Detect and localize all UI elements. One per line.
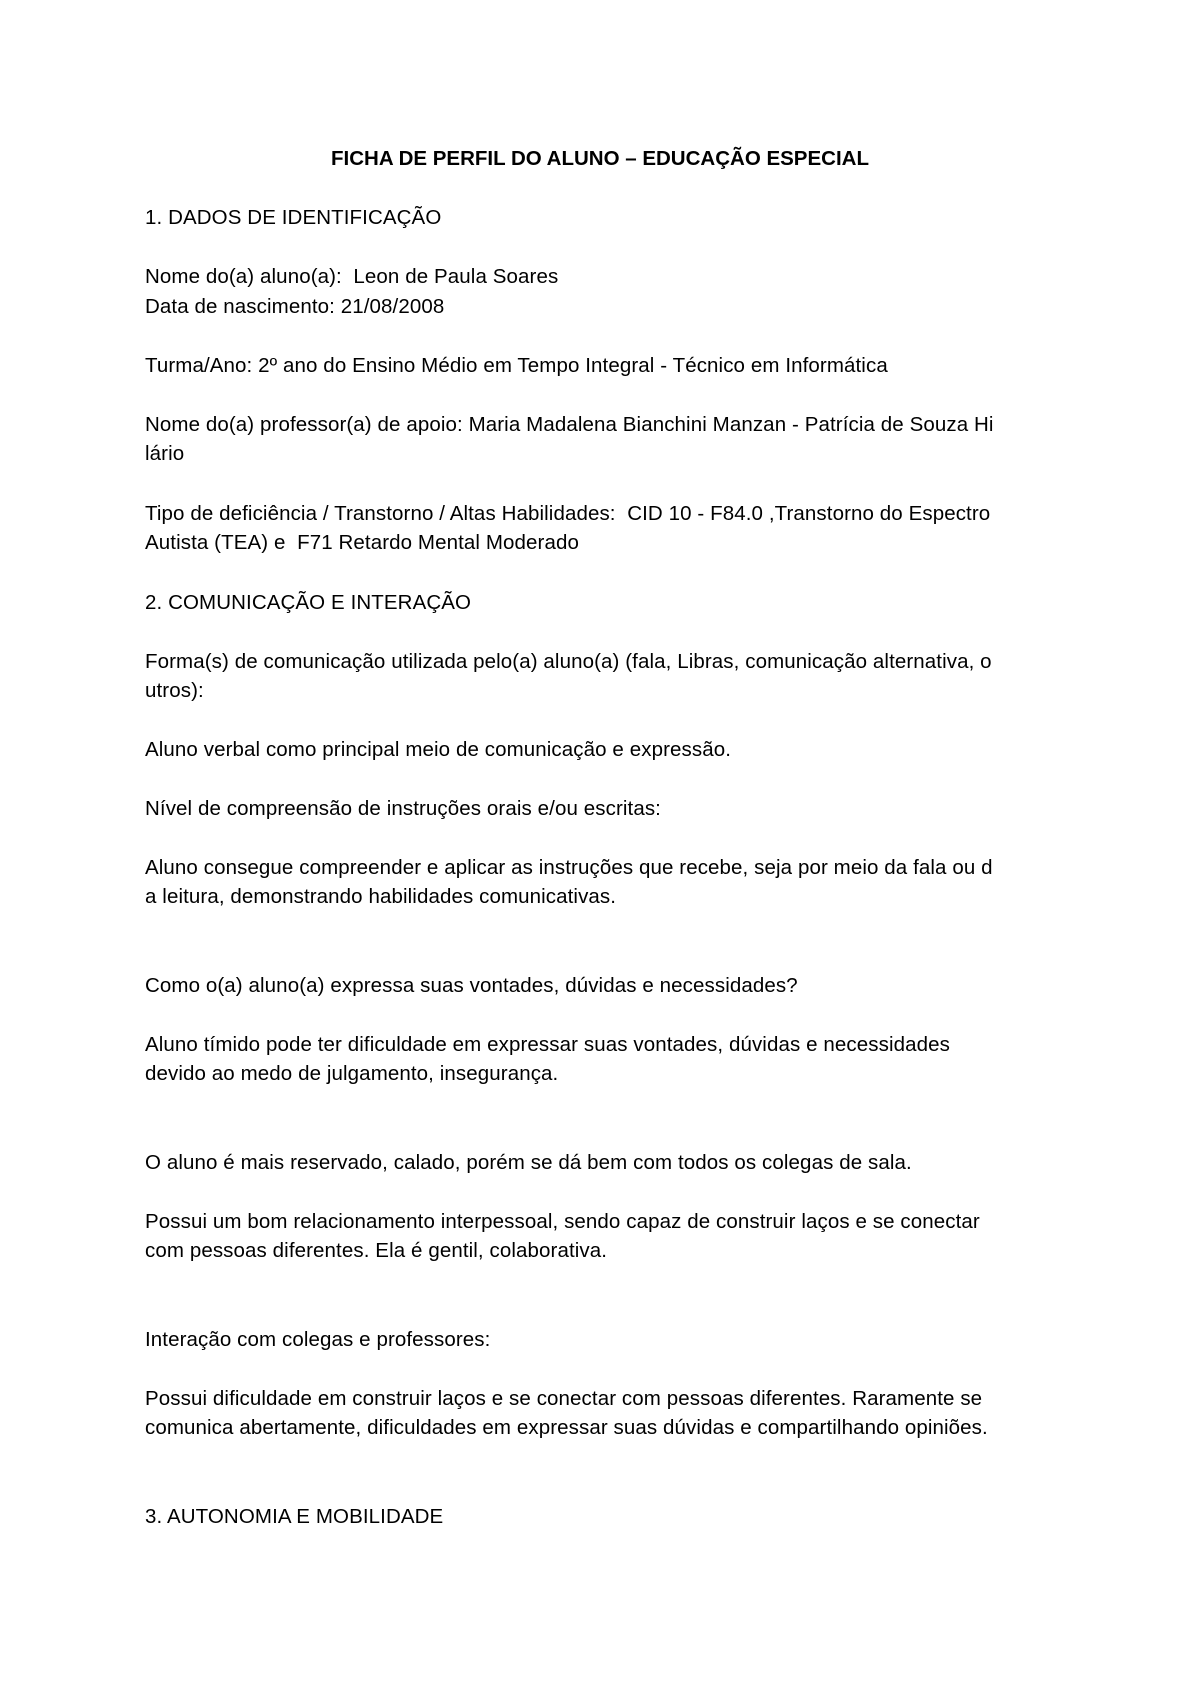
document-title: FICHA DE PERFIL DO ALUNO – EDUCAÇÃO ESPECIAL	[331, 147, 869, 170]
communication-forms-question-1: Forma(s) de comunicação utilizada pelo(a) aluno(a) (fala, Libras, comunicação alternativa, o	[145, 650, 992, 673]
section-heading-identification: 1. DADOS DE IDENTIFICAÇÃO	[145, 206, 442, 229]
section-heading-communication: 2. COMUNICAÇÃO E INTERAÇÃO	[145, 591, 472, 614]
communication-forms-question-2: utros):	[145, 679, 204, 702]
communication-forms-answer: Aluno verbal como principal meio de comunicação e expressão.	[145, 738, 732, 761]
class-year: Turma/Ano: 2º ano do Ensino Médio em Tempo Integral - Técnico em Informática	[145, 354, 888, 377]
relationship-1: Possui um bom relacionamento interpessoal, sendo capaz de construir laços e se conectar	[145, 1210, 980, 1233]
relationship-2: com pessoas diferentes. Ela é gentil, colaborativa.	[145, 1239, 608, 1262]
comprehension-level-answer-2: a leitura, demonstrando habilidades comunicativas.	[145, 885, 617, 908]
comprehension-level-answer-1: Aluno consegue compreender e aplicar as instruções que recebe, seja por meio da fala ou d	[145, 856, 993, 879]
expression-answer-1: Aluno tímido pode ter dificuldade em expressar suas vontades, dúvidas e necessidades	[145, 1033, 950, 1056]
interaction-answer-2: comunica abertamente, dificuldades em expressar suas dúvidas e compartilhando opiniões.	[145, 1416, 988, 1439]
interaction-answer-1: Possui dificuldade em construir laços e se conectar com pessoas diferentes. Raramente se	[145, 1387, 983, 1410]
comprehension-level-question: Nível de compreensão de instruções orais e/ou escritas:	[145, 797, 661, 820]
expression-question: Como o(a) aluno(a) expressa suas vontades, dúvidas e necessidades?	[145, 974, 798, 997]
section-heading-autonomy: 3. AUTONOMIA E MOBILIDADE	[145, 1505, 444, 1528]
disability-type-line-1: Tipo de deficiência / Transtorno / Altas Habilidades: CID 10 - F84.0 ,Transtorno do Espectro	[145, 502, 991, 525]
expression-answer-2: devido ao medo de julgamento, insegurança.	[145, 1062, 559, 1085]
birth-date: Data de nascimento: 21/08/2008	[145, 295, 445, 318]
interaction-question: Interação com colegas e professores:	[145, 1328, 491, 1351]
support-teacher-line-1: Nome do(a) professor(a) de apoio: Maria Madalena Bianchini Manzan - Patrícia de Souza Hi	[145, 413, 994, 436]
disability-type-line-2: Autista (TEA) e F71 Retardo Mental Moderado	[145, 531, 579, 554]
reserved-behavior: O aluno é mais reservado, calado, porém se dá bem com todos os colegas de sala.	[145, 1151, 912, 1174]
support-teacher-line-2: lário	[145, 442, 185, 465]
student-name: Nome do(a) aluno(a): Leon de Paula Soares	[145, 265, 559, 288]
